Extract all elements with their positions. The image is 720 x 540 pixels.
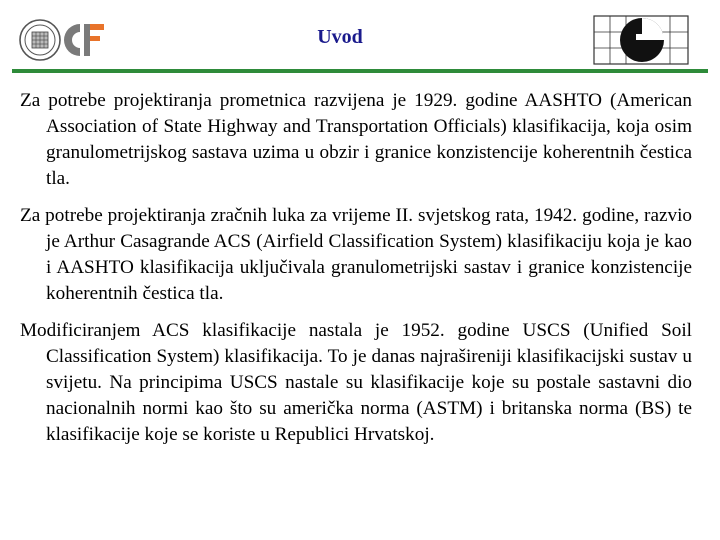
slide-content [20,88,692,459]
slide-title: Uvod [317,26,363,48]
header-divider [12,69,708,73]
paragraph-aashto: Za potrebe projektiranja prometnica razvijena je 1929. godine AASHTO (American Association of State Highway and Transportation Officials) klasifikacija, koja osim granulometrijskog sastava uzima u obzir i granice konzistencije koherentnih čestica tla. [20,90,692,189]
paragraph-uscs: Modificiranjem ACS klasifikacije nastala je 1952. godine USCS (Unified Soil Classification System) klasifikacija. To je danas najrašireniji klasifikacijski sustav u svijetu. Na principima USCS nastale su klasifikacije koje su postale sastavni dio nacionalnih normi kao što su američka norma (ASTM) i britanska norma (BS) te klasifikacije koje se koriste u Republici Hrvatskoj. [20,320,692,445]
geotechnics-logo-icon [592,14,690,66]
slide-header [0,0,720,74]
faculty-logo-icon [64,24,104,56]
paragraph-acs: Za potrebe projektiranja zračnih luka za vrijeme II. svjetskog rata, 1942. godine, razvio je Arthur Casagrande ACS (Airfield Classification System) klasifikaciju koja je kao i AASHTO klasifikacija uključivala granulometrijski sastav i granice konzistencije koherentnih čestica tla. [20,205,692,304]
university-seal-icon [18,14,114,66]
